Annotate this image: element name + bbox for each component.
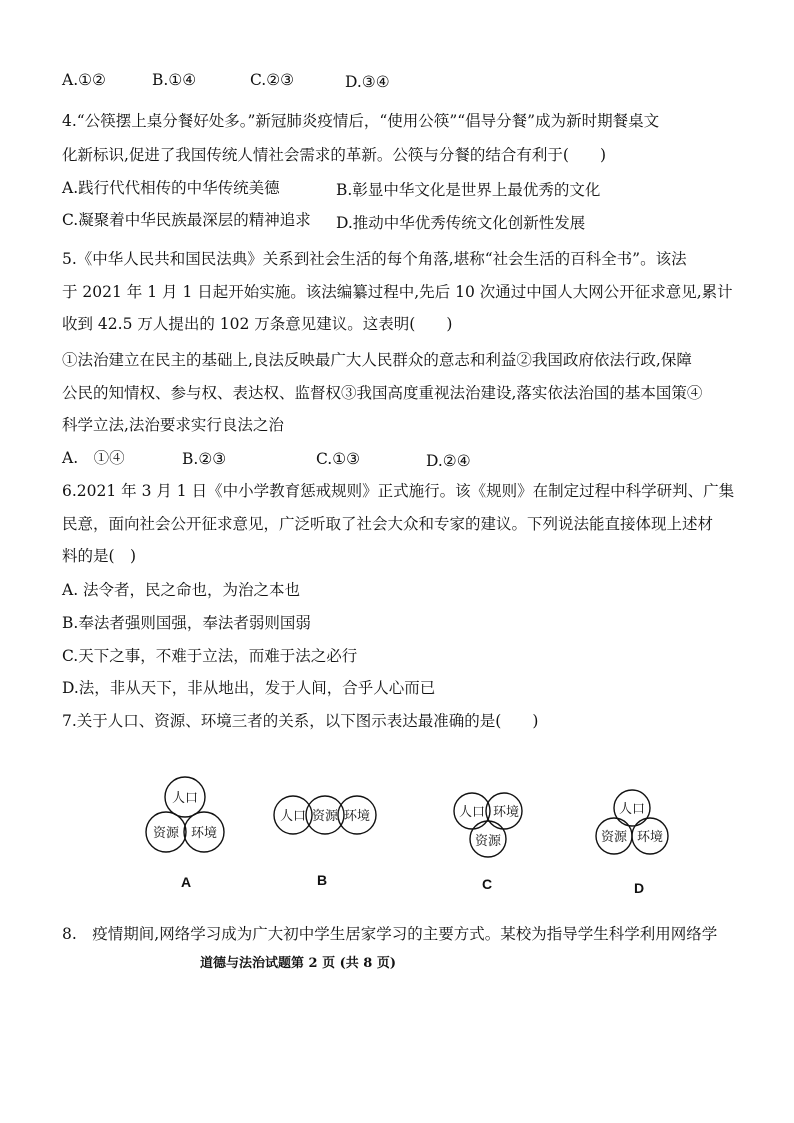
q6-stem-line-2: 民意，面向社会公开征求意见，广泛听取了社会大众和专家的建议。下列说法能直接体现上述材 <box>62 515 714 533</box>
q5-stem-line-2: 于 2021 年 1 月 1 日起开始实施。该法编纂过程中,先后 10 次通过中国人大网公开征求意见,累计 <box>62 283 733 301</box>
q5-option-a: A. ①④ <box>62 449 125 467</box>
diagram-d-population: 人口 <box>618 802 646 817</box>
q7-diagram-d <box>594 789 670 863</box>
diagram-b-label: B <box>317 872 328 888</box>
diagram-a-label: A <box>181 874 192 890</box>
q3-option-c: C.②③ <box>250 71 295 89</box>
q5-option-c: C.①③ <box>316 450 361 468</box>
q6-stem-line-3: 料的是( ) <box>62 547 137 565</box>
diagram-c-population: 人口 <box>458 805 486 820</box>
diagram-c-label: C <box>482 876 493 892</box>
q4-option-c: C.凝聚着中华民族最深层的精神追求 <box>62 211 311 229</box>
q7-stem: 7.关于人口、资源、环境三者的关系，以下图示表达最准确的是( ) <box>62 712 539 730</box>
q6-option-d: D.法，非从天下，非从地出，发于人间，合乎人心而已 <box>62 679 436 697</box>
diagram-a-resources: 资源 <box>152 826 180 841</box>
q5-option-b: B.②③ <box>182 450 227 468</box>
diagram-a-environment: 环境 <box>190 826 218 841</box>
q7-diagram-c <box>454 791 526 861</box>
diagram-c-environment: 环境 <box>492 805 520 820</box>
diagram-d-label: D <box>634 880 645 896</box>
q5-statement-line-1: ①法治建立在民主的基础上,良法反映最广大人民群众的意志和利益②我国政府依法行政,保障 <box>62 351 692 369</box>
q4-stem-line-2: 化新标识,促进了我国传统人情社会需求的革新。公筷与分餐的结合有利于( ) <box>62 146 607 164</box>
q4-option-b: B.彰显中华文化是世界上最优秀的文化 <box>336 181 601 199</box>
q5-option-d: D.②④ <box>426 452 471 470</box>
q7-diagram-b <box>273 795 379 839</box>
diagram-d-environment: 环境 <box>636 830 664 845</box>
diagram-b-population: 人口 <box>279 809 307 824</box>
q7-diagram-a <box>142 776 238 858</box>
q4-stem-line-1: 4.“公筷摆上桌分餐好处多。”新冠肺炎疫情后，“使用公筷”“倡导分餐”成为新时期餐桌文 <box>62 112 660 130</box>
q3-option-a: A.①② <box>62 71 106 89</box>
q6-option-a: A. 法令者，民之命也，为治之本也 <box>62 581 301 599</box>
q8-stem-line-1: 8. 疫情期间,网络学习成为广大初中学生居家学习的主要方式。某校为指导学生科学利用网络学 <box>62 925 718 943</box>
q6-option-b: B.奉法者强则国强，奉法者弱则国弱 <box>62 614 311 632</box>
diagram-d-resources: 资源 <box>600 830 628 845</box>
diagram-a-population: 人口 <box>171 791 199 806</box>
diagram-b-resources: 资源 <box>311 809 339 824</box>
q6-option-c: C.天下之事，不难于立法，而难于法之必行 <box>62 647 358 665</box>
q4-option-a: A.践行代代相传的中华传统美德 <box>62 179 280 197</box>
diagram-b-environment: 环境 <box>343 809 371 824</box>
q5-statement-line-2: 公民的知情权、参与权、表达权、监督权③我国高度重视法治建设,落实依法治国的基本国策④ <box>62 384 703 402</box>
q5-stem-line-3: 收到 42.5 万人提出的 102 万条意见建议。这表明( ) <box>62 315 453 333</box>
q6-stem-line-1: 6.2021 年 3 月 1 日《中小学教育惩戒规则》正式施行。该《规则》在制定过程中科学研判、广集 <box>62 482 735 500</box>
q3-option-d: D.③④ <box>345 73 390 91</box>
page-footer: 道德与法治试题第 2 页 (共 8 页) <box>200 956 397 971</box>
q5-statement-line-3: 科学立法,法治要求实行良法之治 <box>62 416 284 434</box>
diagram-c-resources: 资源 <box>474 834 502 849</box>
q3-option-b: B.①④ <box>152 71 197 89</box>
q4-option-d: D.推动中华优秀传统文化创新性发展 <box>336 214 586 232</box>
q5-stem-line-1: 5.《中华人民共和国民法典》关系到社会生活的每个角落,堪称“社会生活的百科全书”。该法 <box>62 250 687 268</box>
